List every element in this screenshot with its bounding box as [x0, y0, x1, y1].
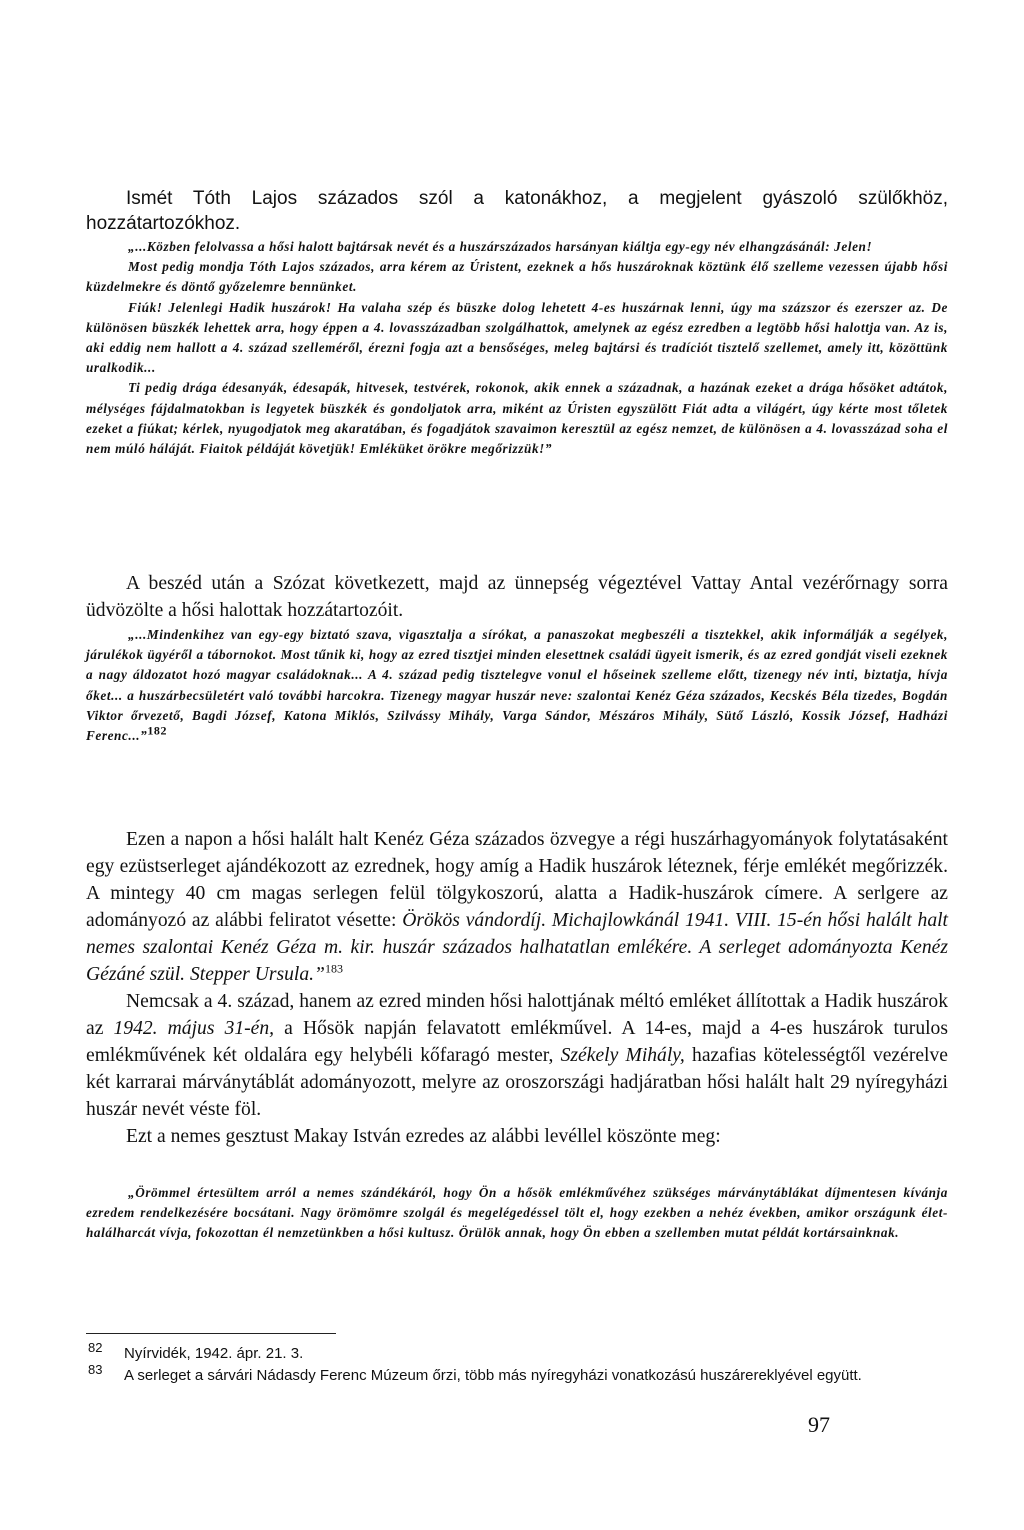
body-text: hazafias kötelességtől vezérelve két karrarai márványtáblát adományozott, melyre az oroszországi hadjáratban hősi halált halt 29 nyíregyházi huszár nevét véste föl. — [86, 1045, 948, 1120]
speech-quote — [86, 237, 948, 459]
footnotes — [86, 1340, 936, 1388]
footnote-divider — [86, 1333, 336, 1334]
body-paragraph — [86, 826, 948, 988]
footnote-reference: 182 — [147, 723, 168, 738]
body-text: a Hősök napján felavatott emlékművel. A 14-es, majd a 4-es huszárok turulos emlékművének két oldalára egy helybéli kőfaragó mester, — [86, 1018, 948, 1066]
body-text: Nemcsak a 4. század, hanem az ezred minden hősi halottjának méltó emléket állítottak a Hadik huszárok az — [86, 991, 948, 1039]
quote-paragraph: „...Közben felolvassa a hősi halott bajtársak nevét és a huszárszázados harsányan kiáltja egy-egy név elhangzásánál: Jelen! — [128, 239, 873, 254]
page-number: 97 — [808, 1412, 830, 1437]
quote-paragraph — [86, 625, 948, 746]
newspaper-quote — [86, 625, 948, 746]
body-text: Ezen a napon a hősi halált halt Kenéz Géza százados özvegye a régi huszárhagyományok folytatásaként egy ezüstserleget ajándékozott az ezrednek, hogy amíg a Hadik huszárok léteznek, férje emlékét megőrizzék. A mintegy 40 cm magas serlegen felül tölgykoszorú, alatta a Hadik-huszárok címere. A serlgere az adományozó az alábbi feliratot vésette: — [86, 829, 948, 931]
footnote — [86, 1340, 936, 1364]
date-text: 1942. május 31-én, — [113, 1018, 275, 1039]
footnote-text: A serleget a sárvári Nádasdy Ferenc Múzeum őrzi, több más nyíregyházi vonatkozású huszárereklyével együtt. — [124, 1367, 862, 1384]
intro-paragraph: Ismét Tóth Lajos százados szól a katonákhoz, a megjelent gyászoló szülőkhöz, hozzátartozókhoz. — [86, 188, 948, 234]
quote-text: „...Mindenkihez van egy-egy biztató szava, vigasztalja a sírókat, a panaszokat megbeszéli a tisztekkel, akik informálják a segélyek, járulékok ügyéről a tábornokot. Most tűnik ki, hogy az ezred tisztjei minden elesettnek családi ügyeit ismerik, és az ezred gondját viseli ezeknek a nagy áldozatot hozó magyar családoknak... A 4. század pedig tisztelegve vonul el hőseinek szelleme előtt, tizenegy név inti, biztatja, hívja őket... a huszárbecsületért való további harcokra. Tizenegy magyar huszár neve: szalontai Kenéz Géza százados, Kecskés Béla tizedes, Bogdán Viktor őrvezető, Bagdi József, Katona Miklós, Szilvássy Mihály, Varga Sándor, Mészáros Mihály, Sütő László, Kossik József, Hadházi Ferenc...” — [86, 627, 948, 744]
body-paragraph: Ezt a nemes gesztust Makay István ezredes az alábbi levéllel köszönte meg: — [126, 1126, 721, 1147]
inscription-text: Örökös vándordíj. Michajlowkánál 1941. VIII. 15-én hősi halált halt nemes szalontai Kenéz Géza m. kir. huszár százados halhatatlan emlékére. A serleget adományozta Kenéz Gézáné szül. Stepper Ursula.” — [86, 910, 949, 985]
quote-paragraph: Ti pedig drága édesanyák, édesapák, hitvesek, testvérek, rokonok, akik ennek a századnak, a hazának ezeket a drága hősöket adtátok, mélységes fájdalmatokban is legyetek büszkék és gondoljatok arra, miként az Úristen egyszülött Fiát adta a világért, úgy kérte most tőletek ezeket a fiúkat; kérlek, nyugodjatok meg akaratában, és fogadjátok szavaimon keresztül az egész nemzet, de különösen a 4. lovasszázad soha el nem múló háláját. Fiaitok példáját követjük! Emléküket örökre megőrizzük!” — [86, 380, 948, 457]
footnote — [86, 1362, 936, 1386]
quote-paragraph: Most pedig mondja Tóth Lajos százados, arra kérem az Úristent, ezeknek a hős huszároknak köztünk élő szelleme vezessen újabb hősi küzdelmekre és döntő győzelemre bennünket. — [86, 259, 948, 295]
footnote-reference: 183 — [324, 961, 343, 976]
footnote-text: Nyírvidék, 1942. ápr. 21. 3. — [124, 1345, 304, 1362]
person-name: Székely Mihály, — [560, 1045, 685, 1066]
body-section — [86, 570, 948, 624]
footnote-number: 83 — [88, 1362, 103, 1377]
footnote-number: 82 — [88, 1340, 103, 1355]
quote-paragraph: „Örömmel értesültem arról a nemes szándékáról, hogy Ön a hősök emlékművéhez szükséges márványtáblákat díjmentesen kívánja ezredem rendelkezésére bocsátani. Nagy örömömre szolgál és megelégedéssel tölt el, hogy ezekben a nehéz években, amikor országunk élet-halálharcát vívja, fokozottan él nemzetünkben a hősi kultusz. Örülök annak, hogy Ön ebben a szellemben mutat példát kortársainknak. — [86, 1185, 948, 1241]
letter-quote — [86, 1183, 948, 1244]
body-section — [86, 826, 948, 1150]
body-paragraph — [86, 988, 948, 1123]
body-paragraph: A beszéd után a Szózat következett, majd az ünnepség végeztével Vattay Antal vezérőrnagy sorra üdvözölte a hősi halottak hozzátartozóit. — [86, 573, 948, 621]
quote-paragraph: Fiúk! Jelenlegi Hadik huszárok! Ha valaha szép és büszke dolog lehetett 4-es huszárnak lenni, úgy ma százszor és ezerszer az. De különösen büszkék lehettek arra, hogy éppen a 4. lovasszázadban szolgálhattok, amelynek az egész ezredben a legtöbb hősi halottja van. Az is, aki eddig nem hallott a 4. század szelleméről, érezni fogja azt a bensőséges, meleg bajtársi és tradíciót tisztelő szellemet, amely itt, közöttünk uralkodik... — [86, 299, 948, 376]
